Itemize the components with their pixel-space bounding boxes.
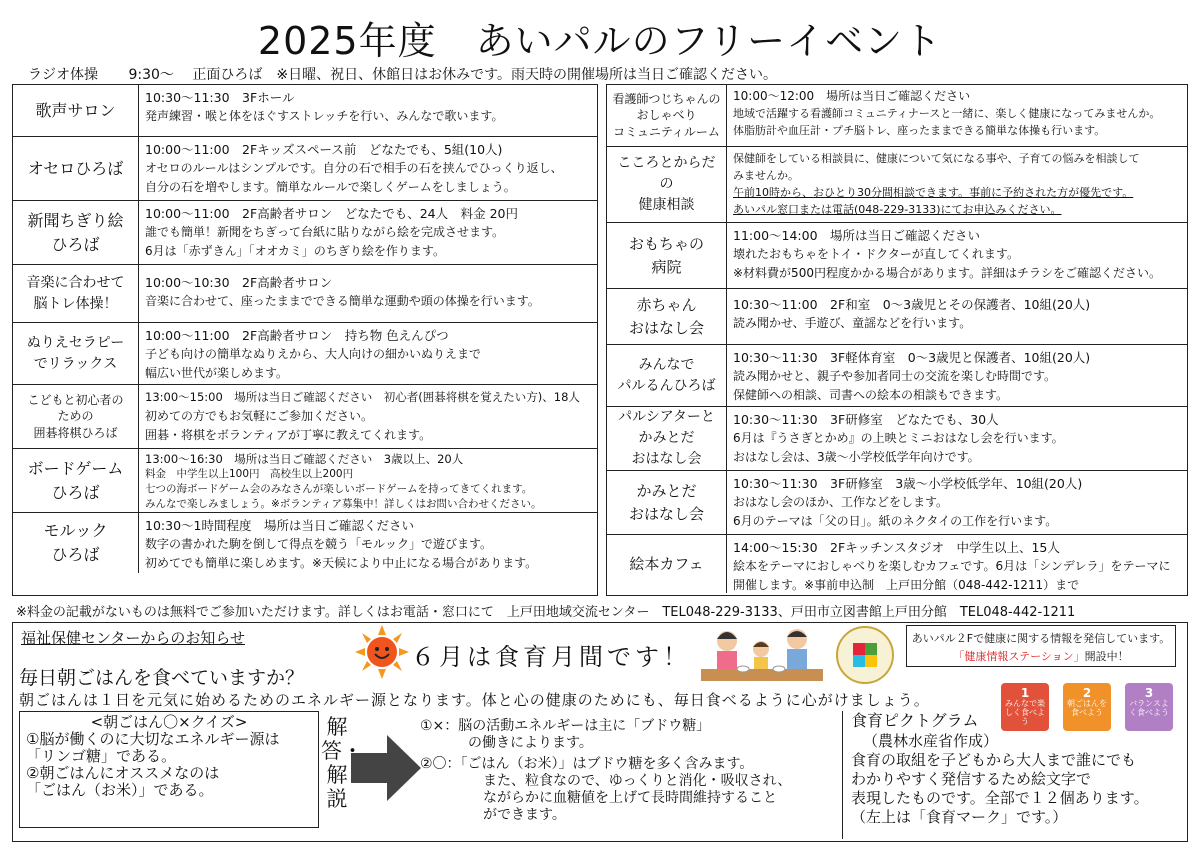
answer-line: ①×：脳の活動エネルギーは主に「ブドウ糖」 [420, 718, 711, 734]
event-line: 開催します。※事前申込制 上戸田分館（048-442-1211）まで [733, 578, 1080, 592]
event-line: 10:30〜11:30 3Fホール [145, 90, 295, 105]
quiz-title: <朝ごはん〇×クイズ> [90, 713, 248, 731]
event-name: 赤ちゃん おはなし会 [607, 289, 727, 344]
answer-line: ができます。 [483, 807, 566, 823]
event-name: 看護師つじちゃんの おしゃべり コミュニティルーム [607, 85, 727, 146]
event-details [727, 535, 1187, 593]
radio-exercise-name: ラジオ体操 [28, 67, 98, 83]
event-table-right [606, 84, 1188, 596]
answer-label: 解答・解説 [321, 715, 363, 811]
event-name: モルック ひろば [13, 513, 139, 573]
pictogram-text: バランスよく食べよう [1129, 699, 1169, 717]
event-line: 10:00〜11:00 2Fキッズスペース前 どなたでも、5組(10人) [145, 142, 503, 157]
answer-line: の働きによります。 [468, 735, 593, 751]
radio-exercise-time: 9:30〜 [128, 67, 174, 83]
health-station-box [906, 625, 1176, 667]
event-line: 囲碁・将棋をボランティアが丁寧に教えてくれます。 [145, 428, 432, 442]
pictogram-subheading: （農林水産省作成） [863, 732, 999, 750]
event-line: 14:00〜15:30 2Fキッチンスタジオ 中学生以上、15人 [733, 540, 1060, 555]
event-line: おはなし会は、3歳〜小学校低学年向けです。 [733, 450, 980, 464]
event-details [727, 85, 1187, 146]
answer-line: ②〇：「ごはん（お米）」はブドウ糖を多く含みます。 [420, 756, 754, 772]
pictogram-line: （左上は「食育マーク」です。） [851, 808, 1068, 826]
health-station-line [907, 648, 1175, 666]
event-line: 子ども向けの簡単なぬりえから、大人向けの細かいぬりえまで [145, 347, 482, 361]
answer-line: また、粒食なので、ゆっくりと消化・吸収され、 [483, 773, 792, 789]
event-table-left [12, 84, 598, 596]
event-line: みませんか。 [733, 169, 799, 182]
pictogram-text: 朝ごはんを食べよう [1067, 699, 1107, 717]
event-details [727, 471, 1187, 534]
event-line: 11:00〜14:00 場所は当日ご確認ください [733, 228, 981, 243]
event-details [139, 201, 597, 264]
family-meal-illustration [699, 625, 825, 683]
radio-exercise-text: 正面ひろば ※日曜、祝日、休館日はお休みです。雨天時の開催場所は当日ご確認ください。 [192, 67, 777, 83]
quiz-line: 「ごはん（お米）」である。 [26, 781, 214, 799]
fee-contact-note: ※料金の記載がないものは無料でご参加いただけます。詳しくはお電話・窓口にて 上戸田地域交流センター TEL048-229-3133、戸田市立図書館上戸田分館 TEL048-442-1211 [16, 605, 1076, 620]
answer-line: ながらかに血糖値を上げて長時間維持すること [483, 790, 777, 806]
event-row [607, 289, 1187, 345]
event-line: 幅広い世代が楽しめます。 [145, 366, 289, 380]
event-details [139, 137, 597, 200]
event-name: 新聞ちぎり絵 ひろば [13, 201, 139, 264]
event-name: オセロひろば [13, 137, 139, 200]
event-row [13, 323, 597, 385]
pictogram-line: わかりやすく発信するため絵文字で [851, 770, 1092, 788]
pictogram-line: 表現したものです。全部で１２個あります。 [851, 789, 1149, 807]
event-name: みんなで パルるんひろば [607, 345, 727, 406]
pictogram-number: 1 [1020, 686, 1030, 700]
event-line: 10:00〜12:00 場所は当日ご確認ください [733, 89, 971, 103]
event-line: 6月のテーマは「父の日」。紙のネクタイの工作を行います。 [733, 514, 1058, 528]
event-row [13, 85, 597, 137]
pictogram-heading: 食育ピクトグラム [851, 711, 979, 730]
health-station-name: 「健康情報ステーション」 [953, 650, 1085, 663]
event-line: 10:00〜11:00 2F高齢者サロン どなたでも、24人 料金 20円 [145, 206, 518, 221]
event-line: 午前10時から、おひとり30分間相談できます。事前に予約された方が優先です。 [733, 186, 1134, 199]
event-line: 初めてでも簡単に楽しめます。※天候により中止になる場合があります。 [145, 556, 538, 570]
event-line: みんなで楽しみましょう。※ボランティア募集中！詳しくはお問い合わせください。 [145, 498, 542, 510]
arrow-right-icon [351, 735, 421, 801]
event-name: こどもと初心者の ための 囲碁将棋ひろば [13, 385, 139, 448]
pictogram-number: 3 [1144, 686, 1154, 700]
event-details [727, 289, 1187, 344]
event-line: 発声練習・喉と体をほぐすストレッチを行い、みんなで歌います。 [145, 109, 504, 123]
event-line: 10:30〜11:30 3F軽体育室 0〜3歳児と保護者、10組(20人) [733, 350, 1091, 365]
breakfast-quiz-box [19, 711, 319, 828]
event-name: パルシアターと かみとだ おはなし会 [607, 407, 727, 470]
breakfast-description: 朝ごはんは１日を元気に始めるためのエネルギー源となります。体と心の健康のためにも、毎日食べるように心がけましょう。 [19, 691, 930, 709]
event-details [139, 85, 597, 136]
event-line: 数字の書かれた駒を倒して得点を競う「モルック」で遊びます。 [145, 537, 493, 551]
event-row [607, 223, 1187, 289]
event-row [13, 385, 597, 449]
event-name: ぬりえセラピー でリラックス [13, 323, 139, 384]
event-row [13, 513, 597, 573]
event-details [727, 407, 1187, 470]
event-line: 6月は『うさぎとかめ』の上映とミニおはなし会を行います。 [733, 431, 1064, 445]
event-line: 誰でも簡単！新聞をちぎって台紙に貼りながら絵を完成させます。 [145, 225, 505, 239]
sun-icon [353, 625, 411, 679]
event-row [13, 265, 597, 323]
event-name: こころとからだの 健康相談 [607, 147, 727, 222]
event-row [607, 407, 1187, 471]
event-row [13, 201, 597, 265]
sdgs-wheel-icon [833, 625, 897, 685]
event-line: おはなし会のほか、工作などをします。 [733, 495, 949, 509]
event-line: オセロのルールはシンプルです。自分の石で相手の石を挟んでひっくり返し、 [145, 161, 563, 175]
event-details [727, 345, 1187, 406]
event-details [139, 385, 597, 448]
event-line: 10:00〜10:30 2F高齢者サロン [145, 275, 333, 290]
event-line: 自分の石を増やします。簡単なルールで楽しくゲームをしましょう。 [145, 180, 516, 194]
event-name: 歌声サロン [13, 85, 139, 136]
event-line: あいパル窓口または電話(048-229-3133)にてお申込みください。 [733, 203, 1062, 216]
event-line: 壊れたおもちゃをトイ・ドクターが直してくれます。 [733, 247, 1019, 261]
event-line: 読み聞かせ、手遊び、童謡などを行います。 [733, 316, 972, 330]
event-line: 体脂肪計や血圧計・プチ脳トレ、座ったままできる簡単な体操も行います。 [733, 124, 1106, 137]
event-line: 絵本をテーマにおしゃべりを楽しむカフェです。6月は「シンデレラ」をテーマに [733, 559, 1171, 573]
event-name: 音楽に合わせて 脳トレ体操！ [13, 265, 139, 322]
radio-exercise-notice [28, 64, 777, 84]
page-title: 2025年度 あいパルのフリーイベント [257, 19, 943, 63]
event-name: ボードゲーム ひろば [13, 449, 139, 512]
event-line: 13:00〜15:00 場所は当日ご確認ください 初心者(囲碁将棋を覚えたい方)、18人 [145, 390, 580, 404]
event-line: 初めての方でもお気軽にご参加ください。 [145, 409, 374, 423]
event-line: 10:00〜11:00 2F高齢者サロン 持ち物 色えんぴつ [145, 328, 449, 343]
event-line: 音楽に合わせて、座ったままでできる簡単な運動や頭の体操を行います。 [145, 294, 540, 308]
event-row [607, 345, 1187, 407]
health-station-open: 開設中！ [1084, 650, 1129, 663]
food-pictogram-info [842, 711, 1184, 839]
event-details [139, 513, 597, 573]
food-education-month-title: ６月は食育月間です！ [411, 643, 691, 671]
event-line: 10:30〜11:30 3F研修室 どなたでも、30人 [733, 412, 999, 427]
event-line: 10:30〜1時間程度 場所は当日ご確認ください [145, 518, 414, 533]
event-line: 七つの海ボードゲーム会のみなさんが楽しいボードゲームを持ってきてくれます。 [145, 483, 533, 495]
event-line: 10:30〜11:30 3F研修室 3歳〜小学校低学年、10組(20人) [733, 476, 1083, 491]
event-line: 読み聞かせと、親子や参加者同士の交流を楽しむ時間です。 [733, 369, 1057, 383]
quiz-line: ②朝ごはんにオススメなのは [26, 764, 220, 782]
event-line: 保健師をしている相談員に、健康について気になる事や、子育ての悩みを相談して [733, 152, 1140, 165]
event-line: 10:30〜11:00 2F和室 0〜3歳児とその保護者、10組(20人) [733, 297, 1091, 312]
event-name: 絵本カフェ [607, 535, 727, 593]
event-row [607, 85, 1187, 147]
pictogram-line: 食育の取組を子どもから大人まで誰にでも [851, 751, 1137, 769]
event-details [139, 265, 597, 322]
event-details [139, 449, 597, 512]
event-line: 保健師への相談、司書への絵本の相談もできます。 [733, 388, 1009, 402]
event-line: 地域で活躍する看護師コミュニティナースと一緒に、楽しく健康になってみませんか。 [733, 107, 1161, 120]
breakfast-question: 毎日朝ごはんを食べていますか？ [19, 667, 305, 689]
event-row [607, 471, 1187, 535]
event-details [727, 147, 1187, 222]
event-row [13, 449, 597, 513]
event-row [13, 137, 597, 201]
event-details [139, 323, 597, 384]
pictogram-text: みんなで楽しく食べよう [1005, 699, 1045, 726]
event-row [607, 535, 1187, 593]
event-line: 料金 中学生以上100円 高校生以上200円 [145, 468, 354, 480]
section-heading: 福祉保健センターからのお知らせ [21, 629, 245, 647]
health-station-line: あいパル２Fで健康に関する情報を発信しています。 [911, 632, 1171, 645]
event-details [727, 223, 1187, 288]
event-name: おもちゃの 病院 [607, 223, 727, 288]
health-info-section [12, 622, 1188, 842]
pictogram-number: 2 [1082, 686, 1092, 700]
event-line: 6月は「赤ずきん」「オオカミ」のちぎり絵を作ります。 [145, 244, 445, 258]
quiz-line: ①脳が働くのに大切なエネルギー源は [26, 730, 280, 748]
event-line: ※材料費が500円程度かかる場合があります。詳細はチラシをご確認ください。 [733, 266, 1162, 280]
event-row [607, 147, 1187, 223]
quiz-answers [420, 718, 791, 824]
event-line: 13:00〜16:30 場所は当日ご確認ください 3歳以上、20人 [145, 452, 464, 466]
event-name: かみとだ おはなし会 [607, 471, 727, 534]
quiz-line: 「リンゴ糖」である。 [26, 747, 177, 765]
